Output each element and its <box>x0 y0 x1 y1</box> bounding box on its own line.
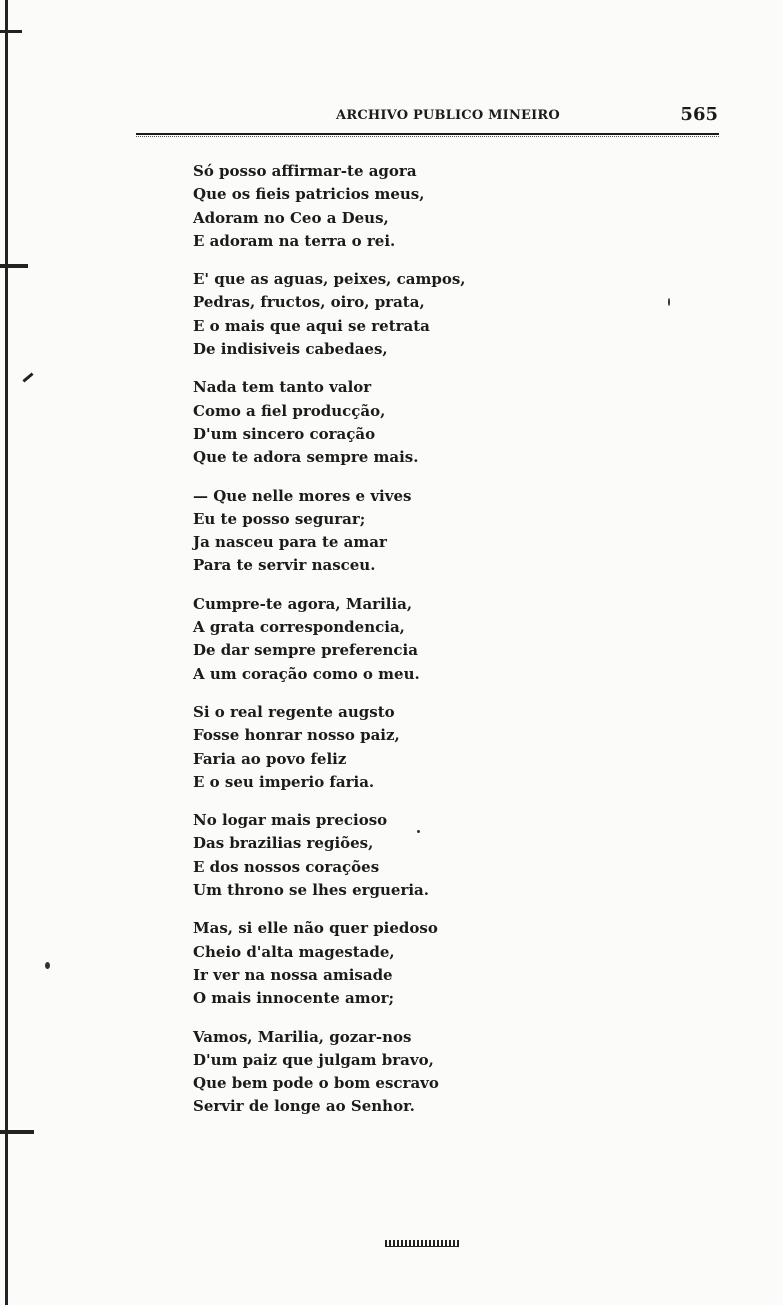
binding-mark <box>22 372 33 382</box>
page-header <box>136 104 720 132</box>
stanza <box>193 485 633 578</box>
stanza <box>193 1026 633 1119</box>
binding-edge <box>5 0 8 1305</box>
header-rule <box>136 133 719 135</box>
verse-line: Que bem pode o bom escravo <box>193 1074 439 1093</box>
verse-line: Mas, si elle não quer piedoso <box>193 919 438 938</box>
verse-line: Si o real regente augsto <box>193 702 395 721</box>
verse-line: D'um paiz que julgam bravo, <box>193 1050 434 1069</box>
verse-line: Que te adora sempre mais. <box>193 448 419 467</box>
binding-mark <box>0 1130 34 1134</box>
verse-line: E o mais que aqui se retrata <box>193 316 430 335</box>
verse-line: Que os fieis patricios meus, <box>193 185 425 204</box>
stanza <box>193 268 633 361</box>
verse-line: Fosse honrar nosso paiz, <box>193 726 400 745</box>
verse-line: Só posso affirmar-te agora <box>193 162 417 180</box>
verse-line: D'um sincero coração <box>193 424 376 443</box>
stanza <box>193 376 633 469</box>
binding-mark <box>0 30 22 33</box>
stanza <box>193 917 633 1010</box>
verse-line: Das brazilias regiões, <box>193 834 374 853</box>
verse-line: De indisiveis cabedaes, <box>193 340 388 359</box>
stanza <box>193 160 633 253</box>
verse-line: Para te servir nasceu. <box>193 556 376 575</box>
ink-speck <box>668 298 670 306</box>
verse-line: Pedras, fructos, oiro, prata, <box>193 293 425 312</box>
verse-line: Vamos, Marilia, gozar-nos <box>193 1027 412 1046</box>
verse-line: Nada tem tanto valor <box>193 378 372 397</box>
verse-line: E adoram na terra o rei. <box>193 231 396 250</box>
verse-line: Faria ao povo feliz <box>193 749 347 768</box>
stanza <box>193 593 633 686</box>
stanza <box>193 701 633 794</box>
verse-line: Cumpre-te agora, Marilia, <box>193 594 413 613</box>
verse-line: Ja nasceu para te amar <box>193 533 387 552</box>
end-ornament <box>385 1240 459 1247</box>
poem-body <box>193 160 633 1134</box>
verse-line: No logar mais precioso <box>193 811 388 830</box>
stanza <box>193 809 633 902</box>
verse-line: A grata correspondencia, <box>193 618 405 637</box>
verse-line: A um coração como o meu. <box>193 664 420 683</box>
page-number: 565 <box>680 104 718 125</box>
ink-speck <box>45 962 50 969</box>
verse-line: Servir de longe ao Senhor. <box>193 1097 415 1116</box>
verse-line: E o seu imperio faria. <box>193 772 375 791</box>
header-rule-dotted <box>136 136 719 137</box>
verse-line: De dar sempre preferencia <box>193 641 418 660</box>
verse-line: Como a fiel producção, <box>193 401 386 420</box>
running-head: ARCHIVO PUBLICO MINEIRO <box>336 108 560 123</box>
verse-line: — Que nelle mores e vives <box>193 486 412 505</box>
verse-line: Adoram no Ceo a Deus, <box>193 208 389 227</box>
verse-line: E dos nossos corações <box>193 857 380 876</box>
verse-line: Um throno se lhes ergueria. <box>193 881 430 900</box>
verse-line: Eu te posso segurar; <box>193 509 366 528</box>
verse-line: O mais innocente amor; <box>193 989 395 1008</box>
binding-mark <box>0 264 28 268</box>
verse-line: Ir ver na nossa amisade <box>193 965 393 984</box>
verse-line: Cheio d'alta magestade, <box>193 942 395 961</box>
verse-line: E' que as aguas, peixes, campos, <box>193 270 466 289</box>
